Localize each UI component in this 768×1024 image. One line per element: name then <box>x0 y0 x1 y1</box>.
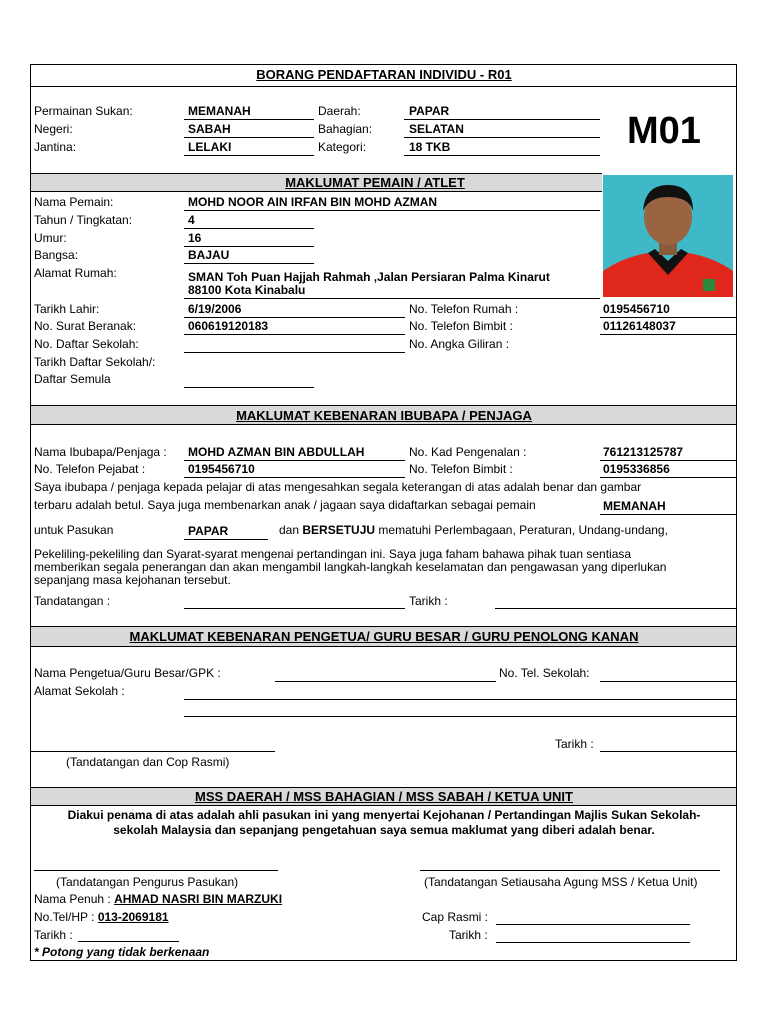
underline <box>184 137 314 138</box>
parent-statement-1: Saya ibubapa / penjaga kepada pelajar di atas mengesahkan segala keterangan di atas adalah benar dan gambar <box>34 480 642 494</box>
daftar-semula-label: Daftar Semula <box>34 372 111 386</box>
parent-tarikh-label: Tarikh : <box>409 594 448 608</box>
player-photo <box>603 175 733 297</box>
form-title: BORANG PENDAFTARAN INDIVIDU - R01 <box>256 67 512 82</box>
negeri-label: Negeri: <box>34 122 73 136</box>
tahun-value: 4 <box>188 213 195 227</box>
mss-nama-value: AHMAD NASRI BIN MARZUKI <box>114 892 283 906</box>
parent-statement-3b: dan <box>279 523 300 537</box>
jantina-value: LELAKI <box>188 140 232 154</box>
mss-nama-label: Nama Penuh : <box>34 892 111 906</box>
ibubapa-bimbit-value: 0195336856 <box>603 462 670 476</box>
lahir-value: 6/19/2006 <box>188 302 242 316</box>
section-title-player: MAKLUMAT PEMAIN / ATLET <box>285 175 465 190</box>
cap-rasmi-line[interactable] <box>496 924 690 925</box>
tarikh-daftar-label: Tarikh Daftar Sekolah/: <box>34 355 156 369</box>
underline <box>600 460 736 461</box>
underline <box>184 352 405 353</box>
underline <box>184 228 314 229</box>
parent-statement-team: PAPAR <box>188 524 229 538</box>
bangsa-label: Bangsa: <box>34 248 79 262</box>
underline <box>184 155 314 156</box>
school-tel-line[interactable] <box>600 681 736 682</box>
underline <box>184 460 405 461</box>
form-code: M01 <box>627 110 701 152</box>
secretary-signature-label: (Tandatangan Setiausaha Agung MSS / Ketua Unit) <box>424 875 698 889</box>
secretary-signature-line[interactable] <box>420 870 720 871</box>
mss-date-left-line[interactable] <box>78 941 179 942</box>
underline <box>184 317 405 318</box>
underline <box>404 137 600 138</box>
mss-tarikh-right-label: Tarikh : <box>449 928 488 942</box>
tel-rumah-value: 0195456710 <box>603 302 670 316</box>
kp-label: No. Kad Pengenalan : <box>409 445 527 459</box>
underline <box>404 155 600 156</box>
pejabat-value: 0195456710 <box>188 462 255 476</box>
underline <box>184 387 314 388</box>
underline <box>184 539 268 540</box>
section-title-principal: MAKLUMAT KEBENARAN PENGETUA/ GURU BESAR / GURU PENOLONG KANAN <box>129 629 639 644</box>
mss-statement-2: sekolah Malaysia dan sepanjang pengetahuan saya semua maklumat yang diberi adalah benar. <box>113 823 655 837</box>
tel-sekolah-label: No. Tel. Sekolah: <box>499 666 590 680</box>
tahun-label: Tahun / Tingkatan: <box>34 213 133 227</box>
lahir-label: Tarikh Lahir: <box>34 302 100 316</box>
parent-statement-3-rest <box>279 524 668 537</box>
permainan-value: MEMANAH <box>188 104 251 118</box>
tel-bimbit-value: 01126148037 <box>603 319 676 333</box>
underline <box>600 334 736 335</box>
manager-signature-line[interactable] <box>34 870 278 871</box>
ibubapa-nama-value: MOHD AZMAN BIN ABDULLAH <box>188 445 365 459</box>
principal-date-line[interactable] <box>600 751 736 752</box>
mss-tarikh-left-label: Tarikh : <box>34 928 73 942</box>
umur-value: 16 <box>188 231 202 245</box>
mss-nama-row <box>34 892 282 906</box>
parent-statement-2: terbaru adalah betul. Saya juga membenarkan anak / jagaan saya didaftarkan sebagai pemain <box>34 498 536 512</box>
parent-statement-agree: BERSETUJU <box>302 523 376 537</box>
address-line[interactable] <box>184 699 736 700</box>
alamat-sekolah-label: Alamat Sekolah : <box>34 684 125 698</box>
giliran-label: No. Angka Giliran : <box>409 337 510 351</box>
negeri-value: SABAH <box>188 122 231 136</box>
underline <box>404 119 600 120</box>
parent-statement-3c: mematuhi Perlembagaan, Peraturan, Undang-undang, <box>378 523 668 537</box>
parent-statement-6: sepanjang masa kejohanan tersebut. <box>34 573 231 587</box>
principal-signature-line[interactable] <box>31 751 275 752</box>
kategori-value: 18 TKB <box>409 140 451 154</box>
cop-label: (Tandatangan dan Cop Rasmi) <box>66 755 230 769</box>
underline <box>184 334 405 335</box>
tel-bimbit-label: No. Telefon Bimbit : <box>409 319 513 333</box>
signature-line[interactable] <box>184 608 405 609</box>
ibubapa-bimbit-label: No. Telefon Bimbit : <box>409 462 513 476</box>
bahagian-value: SELATAN <box>409 122 464 136</box>
underline <box>184 119 314 120</box>
bangsa-value: BAJAU <box>188 248 230 262</box>
daerah-value: PAPAR <box>409 104 450 118</box>
underline <box>184 298 600 299</box>
manager-signature-label: (Tandatangan Pengurus Pasukan) <box>56 875 239 889</box>
kp-value: 761213125787 <box>603 445 684 459</box>
mss-tel-value: 013-2069181 <box>97 910 169 924</box>
principal-name-line[interactable] <box>275 681 496 682</box>
section-title-mss: MSS DAERAH / MSS BAHAGIAN / MSS SABAH / KETUA UNIT <box>195 789 573 804</box>
address-line[interactable] <box>184 716 736 717</box>
underline <box>184 246 314 247</box>
section-title-parent: MAKLUMAT KEBENARAN IBUBAPA / PENJAGA <box>236 408 532 423</box>
surat-label: No. Surat Beranak: <box>34 319 137 333</box>
cap-rasmi-label: Cap Rasmi : <box>422 910 489 924</box>
underline <box>600 317 736 318</box>
pejabat-label: No. Telefon Pejabat : <box>34 462 146 476</box>
underline <box>600 514 736 515</box>
underline <box>184 477 405 478</box>
mss-date-right-line[interactable] <box>496 942 690 943</box>
mss-tel-row <box>34 910 169 924</box>
daerah-label: Daerah: <box>318 104 361 118</box>
permainan-label: Permainan Sukan: <box>34 104 133 118</box>
parent-statement-3a: untuk Pasukan <box>34 523 114 537</box>
parent-statement-sport: MEMANAH <box>603 499 666 513</box>
bahagian-label: Bahagian: <box>318 122 373 136</box>
parent-statement-4: Pekeliling-pekeliling dan Syarat-syarat mengenai pertandingan ini. Saya juga faham bahawa pihak tuan sentiasa <box>34 547 632 561</box>
surat-value: 060619120183 <box>188 319 269 333</box>
pengetua-nama-label: Nama Pengetua/Guru Besar/GPK : <box>34 666 221 680</box>
tel-rumah-label: No. Telefon Rumah : <box>409 302 519 316</box>
alamat-label: Alamat Rumah: <box>34 266 117 280</box>
underline <box>184 263 314 264</box>
daftar-label: No. Daftar Sekolah: <box>34 337 139 351</box>
umur-label: Umur: <box>34 231 67 245</box>
nama-pemain-label: Nama Pemain: <box>34 195 114 209</box>
date-line[interactable] <box>495 608 736 609</box>
underline <box>184 210 600 211</box>
mss-tel-label: No.Tel/HP : <box>34 910 95 924</box>
underline <box>600 477 736 478</box>
kategori-label: Kategori: <box>318 140 367 154</box>
nama-pemain-value: MOHD NOOR AIN IRFAN BIN MOHD AZMAN <box>188 195 438 209</box>
alamat-line2: 88100 Kota Kinabalu <box>188 283 306 297</box>
mss-statement-1: Diakui penama di atas adalah ahli pasukan ini yang menyertai Kejohanan / Pertandingan Majlis Sukan Sekolah- <box>67 808 701 822</box>
footnote: * Potong yang tidak berkenaan <box>34 945 210 959</box>
divider <box>31 86 736 87</box>
jantina-label: Jantina: <box>34 140 77 154</box>
alamat-line1: SMAN Toh Puan Hajjah Rahmah ,Jalan Persiaran Palma Kinarut <box>188 270 550 284</box>
ibubapa-nama-label: Nama Ibubapa/Penjaga : <box>34 445 167 459</box>
principal-tarikh-label: Tarikh : <box>555 737 594 751</box>
tandatangan-label: Tandatangan : <box>34 594 111 608</box>
parent-statement-5: memberikan segala penerangan dan akan mengambil langkah-langkah keselamatan dan pengawasan yang diperlukan <box>34 560 667 574</box>
